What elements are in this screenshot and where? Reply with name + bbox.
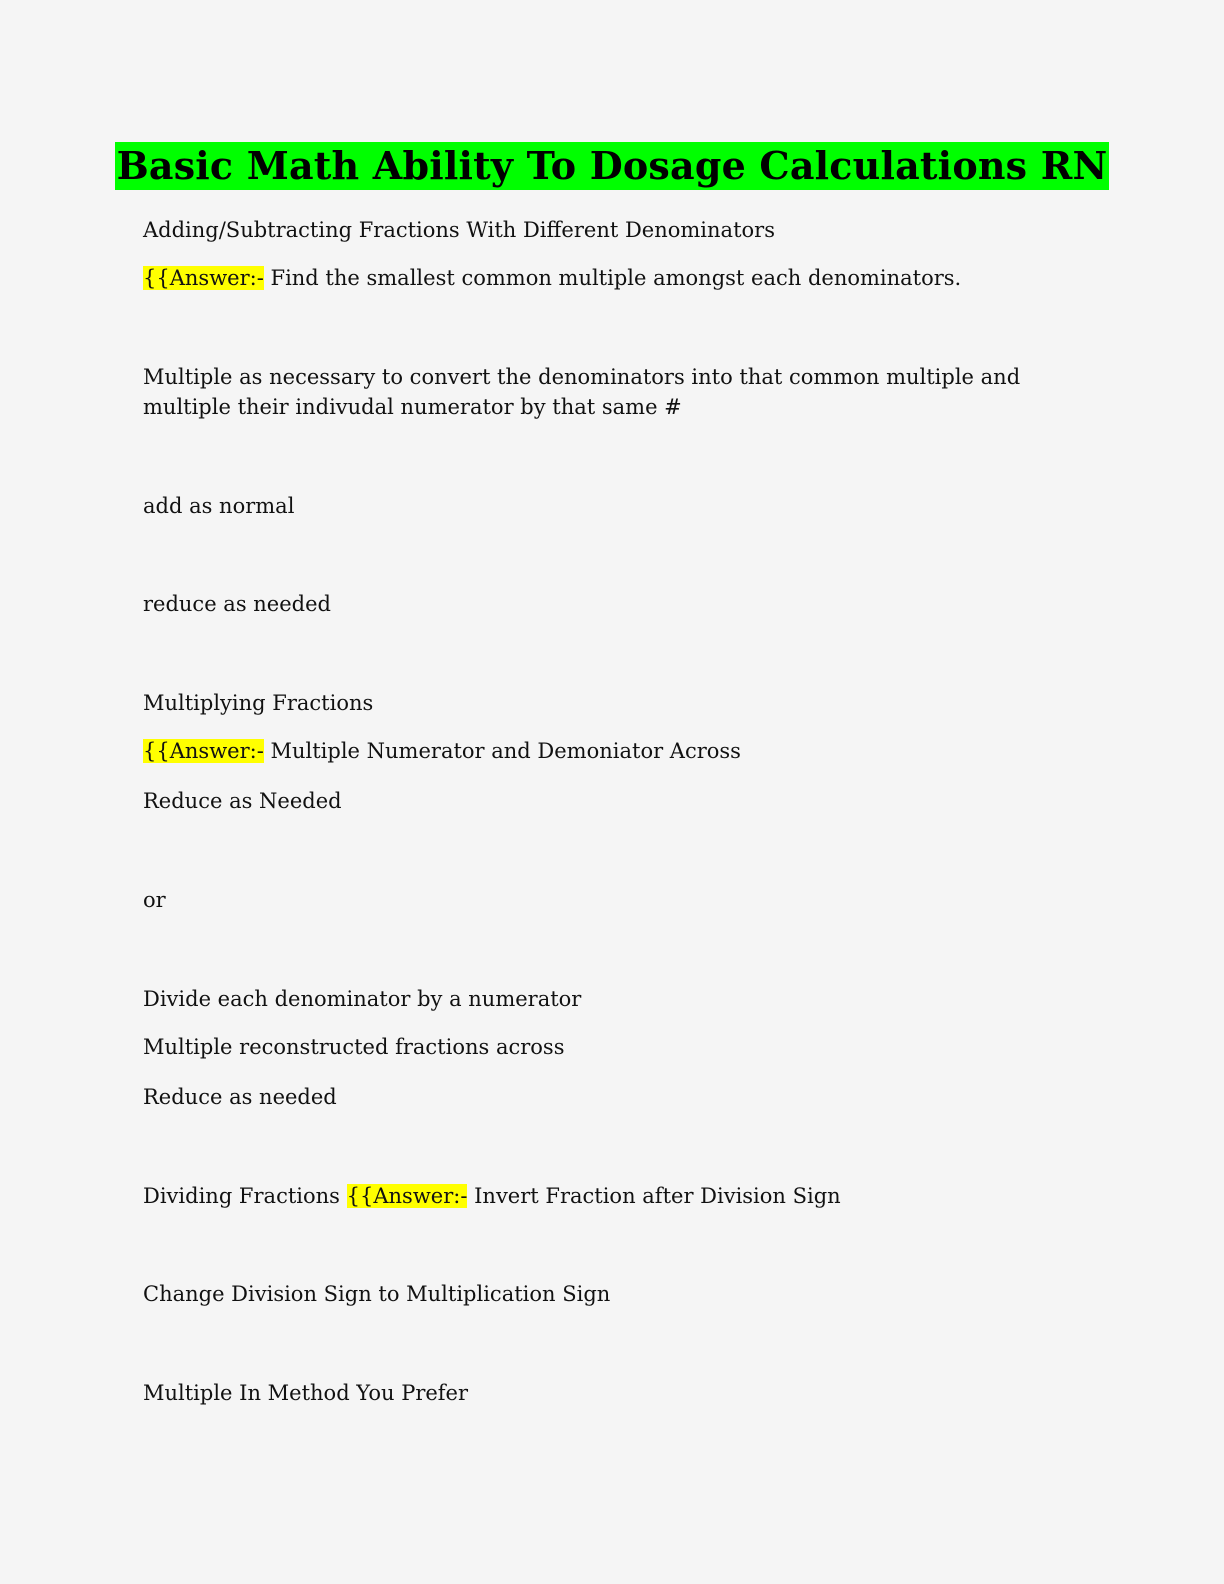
text-line: Multiple as necessary to convert the denominators into that common multiple and multiple their indivudal numerator by that same # [143,365,1021,419]
text-line: or [143,888,166,912]
question-multiplying-fractions: Multiplying Fractions [143,691,374,715]
text-line: Multiple reconstructed fractions across [143,1035,565,1059]
question-text: Dividing Fractions [143,1184,340,1208]
question-dividing-fractions [143,1181,1083,1211]
text-line: Divide each denominator by a numerator [143,987,582,1011]
answer-text: Find the smallest common multiple amongst each denominators. [270,266,962,290]
page-title: Basic Math Ability To Dosage Calculations RN [116,143,1108,188]
answer-text: Multiple Numerator and Demoniator Across [270,739,741,763]
text-line: Change Division Sign to Multiplication Sign [143,1282,611,1306]
text-line: reduce as needed [143,592,331,616]
question-adding-fractions: Adding/Subtracting Fractions With Different Denominators [143,218,775,242]
text-line: Reduce as Needed [143,789,342,813]
text-line: Multiple In Method You Prefer [143,1381,469,1405]
answer-multiplying-fractions [143,736,1083,766]
title-container [0,142,1224,190]
answer-tag: {{Answer:- [346,1184,468,1208]
text-line: add as normal [143,494,295,518]
text-line: Reduce as needed [143,1085,337,1109]
answer-text: Invert Fraction after Division Sign [474,1184,841,1208]
answer-tag: {{Answer:- [143,266,264,290]
answer-tag: {{Answer:- [143,739,264,763]
answer-adding-fractions [143,263,1083,293]
